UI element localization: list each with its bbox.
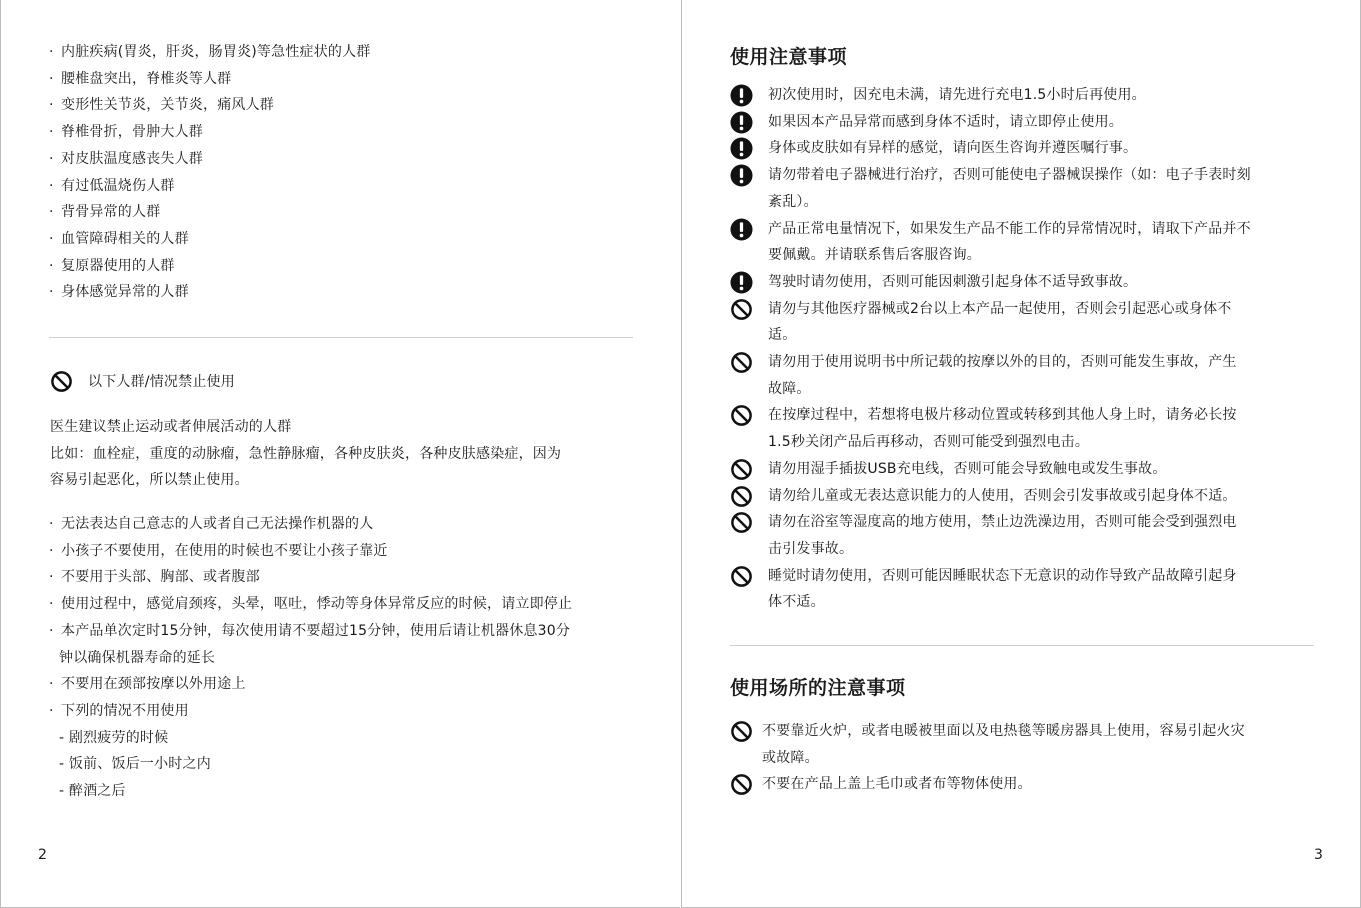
prohibited-icon <box>730 351 753 374</box>
warning-icon <box>730 111 753 134</box>
warning-icon <box>730 164 753 187</box>
list-item: · 脊椎骨折，骨肿大人群 <box>49 119 649 146</box>
notice-text: 1.5秒关闭产品后再移动，否则可能受到强烈电击。 <box>768 434 1090 451</box>
notice-text: 产品正常电量情况下，如果发生产品不能工作的异常情况时，请取下产品并不 <box>768 220 1251 237</box>
notice-item <box>730 162 1320 215</box>
precautions-heading: 使用注意事项 <box>730 46 848 68</box>
list-item: · 背骨异常的人群 <box>49 199 649 226</box>
list-item: · 身体感觉异常的人群 <box>49 279 649 306</box>
prohibited-icon <box>730 511 753 534</box>
example-line: 比如：血栓症，重度的动脉瘤，急性静脉瘤，各种皮肤炎，各种皮肤感染症，因为 <box>50 445 562 462</box>
list-item: · 内脏疾病(胃炎，肝炎，肠胃炎)等急性症状的人群 <box>49 39 649 66</box>
notice-text: 不要靠近火炉，或者电暖被里面以及电热毯等暖房器具上使用，容易引起火灾 <box>762 723 1245 739</box>
warning-icon <box>730 137 753 160</box>
notice-text: 驾驶时请勿使用，否则可能因刺激引起身体不适导致事故。 <box>768 273 1138 290</box>
warning-icon <box>730 218 753 241</box>
contraindication-list <box>49 39 649 306</box>
notice-text: 故障。 <box>768 380 811 397</box>
notice-text: 适。 <box>768 327 797 344</box>
notice-item <box>730 483 1320 510</box>
notice-text: 要佩戴。并请联系售后客服咨询。 <box>768 247 981 264</box>
right-page <box>681 0 1361 908</box>
notice-item <box>730 718 1320 771</box>
notice-item <box>730 269 1320 296</box>
list-item: · 本产品单次定时15分钟，每次使用请不要超过15分钟，使用后请让机器休息30分 <box>49 618 649 645</box>
notice-text: 睡觉时请勿使用，否则可能因睡眠状态下无意识的动作导致产品故障引起身 <box>768 567 1237 584</box>
notice-text: 请勿与其他医疗器械或2台以上本产品一起使用，否则会引起恶心或身体不 <box>768 300 1232 317</box>
list-item: · 腰椎盘突出，脊椎炎等人群 <box>49 66 649 93</box>
notice-item <box>730 456 1320 483</box>
notice-item <box>730 771 1320 798</box>
notice-item <box>730 109 1320 136</box>
notice-item <box>730 402 1320 455</box>
list-item: · 血管障碍相关的人群 <box>49 226 649 253</box>
page-number: 3 <box>1314 847 1323 863</box>
prohibited-icon <box>730 458 753 481</box>
list-item: · 不要用于头部、胸部、或者腹部 <box>49 564 649 591</box>
prohibited-icon <box>730 485 753 508</box>
list-item-continuation: 钟以确保机器寿命的延长 <box>59 649 216 666</box>
page-number: 2 <box>38 847 47 863</box>
sub-item: - 饭前、饭后一小时之内 <box>59 756 211 773</box>
list-item: · 使用过程中，感觉肩颈疼，头晕，呕吐，悸动等身体异常反应的时候，请立即停止 <box>49 591 649 618</box>
notice-text: 请勿给儿童或无表达意识能力的人使用，否则会引发事故或引起身体不适。 <box>768 487 1237 504</box>
prohibited-icon <box>50 370 73 393</box>
notice-text: 请勿用湿手插拔USB充电线，否则可能会导致触电或发生事故。 <box>768 460 1167 477</box>
prohibited-icon <box>730 298 753 321</box>
sub-item: - 醉酒之后 <box>59 783 126 800</box>
list-item: · 不要用在颈部按摩以外用途上 <box>49 671 649 698</box>
list-item: · 变形性关节炎，关节炎，痛风人群 <box>49 92 649 119</box>
notice-text: 击引发事故。 <box>768 540 854 557</box>
prohibited-icon <box>730 565 753 588</box>
doctor-advice <box>50 414 650 494</box>
section-divider <box>730 645 1314 646</box>
notice-text: 或故障。 <box>762 749 819 766</box>
notice-item <box>730 82 1320 109</box>
usage-restriction-list <box>49 511 649 805</box>
list-item: · 有过低温烧伤人群 <box>49 173 649 200</box>
notice-item <box>730 296 1320 349</box>
list-item: · 小孩子不要使用，在使用的时候也不要让小孩子靠近 <box>49 538 649 565</box>
location-precautions-heading: 使用场所的注意事项 <box>730 677 906 699</box>
list-item: · 下列的情况不用使用 <box>49 698 649 725</box>
left-page <box>0 0 680 908</box>
precautions-list <box>730 82 1320 616</box>
section-divider <box>49 337 633 338</box>
notice-item <box>730 216 1320 269</box>
notice-item <box>730 349 1320 402</box>
notice-text: 请勿带着电子器械进行治疗，否则可能使电子器械误操作（如：电子手表时刻 <box>768 167 1251 184</box>
notice-text: 体不适。 <box>768 594 825 611</box>
prohibited-icon <box>730 773 753 796</box>
notice-text: 紊乱）。 <box>768 193 818 210</box>
warning-icon <box>730 84 753 107</box>
list-item: · 对皮肤温度感丧失人群 <box>49 146 649 173</box>
notice-text: 在按摩过程中，若想将电极片移动位置或转移到其他人身上时，请务必长按 <box>768 407 1237 424</box>
notice-text: 请勿在浴室等湿度高的地方使用，禁止边洗澡边用，否则可能会受到强烈电 <box>768 514 1237 531</box>
prohibited-icon <box>730 720 753 743</box>
example-line: 容易引起恶化，所以禁止使用。 <box>50 472 249 489</box>
notice-text: 身体或皮肤如有异样的感觉，请向医生咨询并遵医嘱行事。 <box>768 140 1138 157</box>
notice-item <box>730 135 1320 162</box>
location-precautions-list <box>730 718 1320 798</box>
prohibited-title: 以下人群/情况禁止使用 <box>88 374 235 390</box>
sub-item: - 剧烈疲劳的时候 <box>59 729 169 746</box>
notice-item <box>730 563 1320 616</box>
notice-text: 不要在产品上盖上毛巾或者布等物体使用。 <box>762 776 1032 793</box>
notice-text: 如果因本产品异常而感到身体不适时，请立即停止使用。 <box>768 113 1123 130</box>
notice-text: 初次使用时，因充电未满，请先进行充电1.5小时后再使用。 <box>768 87 1146 103</box>
advice-line: 医生建议禁止运动或者伸展活动的人群 <box>50 419 292 435</box>
prohibited-icon <box>730 404 753 427</box>
list-item: · 复原器使用的人群 <box>49 253 649 280</box>
warning-icon <box>730 271 753 294</box>
notice-item <box>730 509 1320 562</box>
list-item: · 无法表达自己意志的人或者自己无法操作机器的人 <box>49 511 649 538</box>
notice-text: 请勿用于使用说明书中所记载的按摩以外的目的，否则可能发生事故，产生 <box>768 354 1237 371</box>
